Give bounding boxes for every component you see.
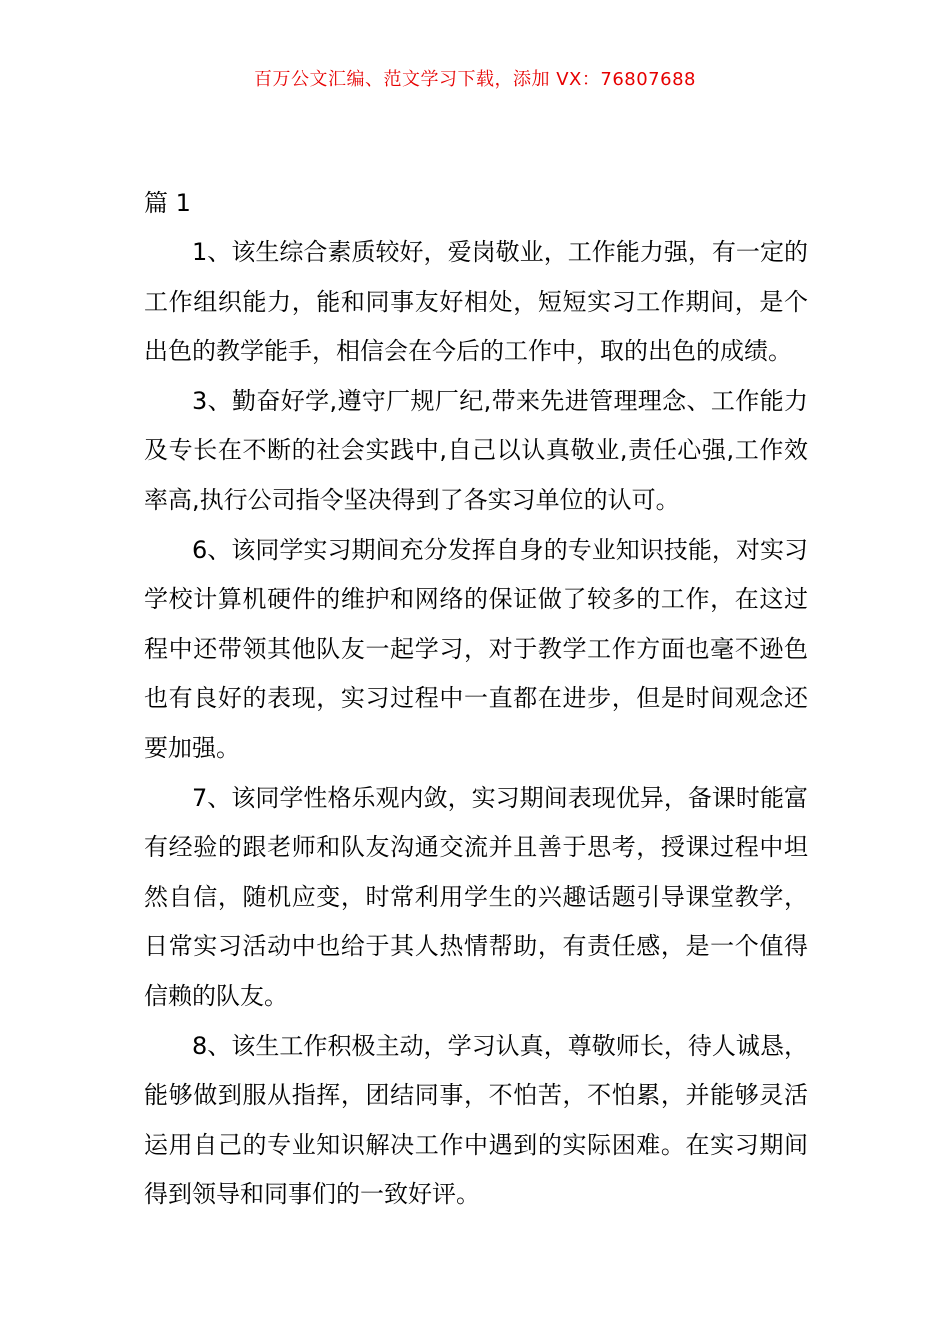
document-body [144,178,808,1220]
paragraph-7: 7、该同学性格乐观内敛，实习期间表现优异，备课时能富有经验的跟老师和队友沟通交流并且善于思考，授课过程中坦然自信，随机应变，时常利用学生的兴趣话题引导课堂教学，日常实习活动中也给于其人热情帮助，有责任感，是一个值得信赖的队友。 [144,783,808,1010]
header-watermark: 百万公文汇编、范文学习下载，添加 VX：76807688 [254,69,696,90]
paragraph-3: 3、勤奋好学,遵守厂规厂纪,带来先进管理理念、工作能力及专长在不断的社会实践中,自己以认真敬业,责任心强,工作效率高,执行公司指令坚决得到了各实习单位的认可。 [144,386,808,514]
paragraph-8: 8、该生工作积极主动，学习认真，尊敬师长，待人诚恳，能够做到服从指挥，团结同事，不怕苦，不怕累，并能够灵活运用自己的专业知识解决工作中遇到的实际困难。在实习期间得到领导和同事们的一致好评。 [144,1031,808,1209]
paragraph-1: 1、该生综合素质较好，爱岗敬业，工作能力强，有一定的工作组织能力，能和同事友好相处，短短实习工作期间，是个出色的教学能手，相信会在今后的工作中，取的出色的成绩。 [144,238,808,366]
paragraph-6: 6、该同学实习期间充分发挥自身的专业知识技能，对实习学校计算机硬件的维护和网络的保证做了较多的工作，在这过程中还带领其他队友一起学习，对于教学工作方面也毫不逊色也有良好的表现，实习过程中一直都在进步，但是时间观念还要加强。 [144,535,808,762]
section-title: 篇 1 [144,189,191,217]
